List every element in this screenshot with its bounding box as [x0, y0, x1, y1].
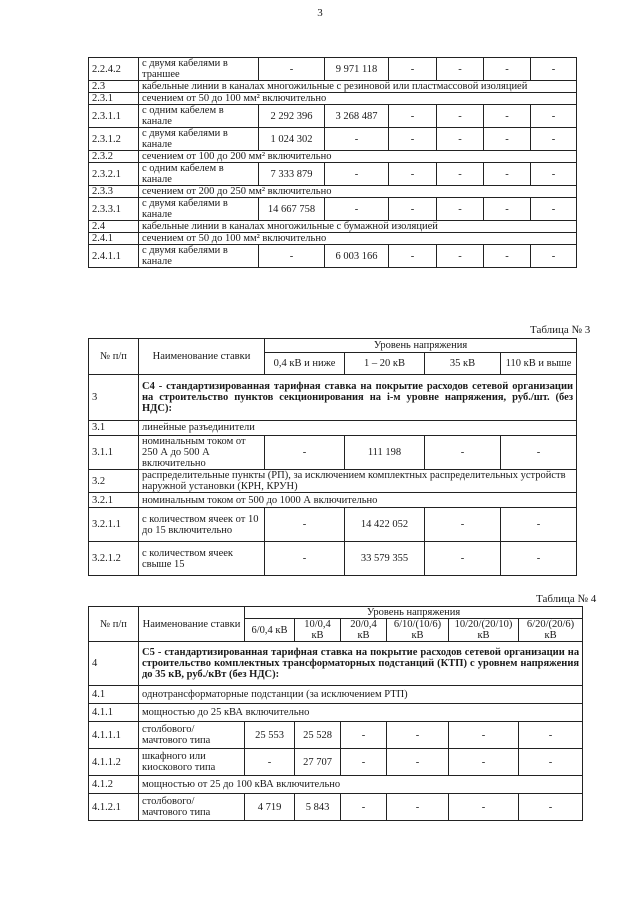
row-name: с одним кабелем в канале [139, 105, 259, 128]
value-cell: - [387, 749, 449, 776]
row-number: 2.4.1.1 [89, 245, 139, 268]
value-cell: - [341, 794, 387, 821]
row-name: столбового/ мачтового типа [139, 794, 245, 821]
row-number: 2.3.1.1 [89, 105, 139, 128]
row-number: 2.3.2.1 [89, 163, 139, 186]
row-number: 3.1 [89, 421, 139, 436]
value-cell: 4 719 [245, 794, 295, 821]
row-name: с двумя кабелями в траншее [139, 58, 259, 81]
table-row [89, 722, 583, 749]
value-cell: 7 333 879 [259, 163, 325, 186]
value-cell: - [387, 722, 449, 749]
row-name: с двумя кабелями в канале [139, 128, 259, 151]
row-number: 4 [89, 642, 139, 686]
header-num: № п/п [89, 607, 139, 642]
value-cell: - [425, 436, 501, 470]
value-cell: - [484, 163, 531, 186]
value-cell: - [341, 722, 387, 749]
value-cell: 6 003 166 [325, 245, 389, 268]
section-heading: мощностью до 25 кВА включительно [139, 704, 583, 722]
value-cell: - [389, 245, 437, 268]
row-number: 3.2 [89, 470, 139, 493]
voltage-level-header: 0,4 кВ и ниже [265, 353, 345, 375]
table-row [89, 221, 577, 233]
value-cell: - [425, 508, 501, 542]
header-num: № п/п [89, 339, 139, 375]
row-number: 4.1.2 [89, 776, 139, 794]
row-number: 2.3 [89, 81, 139, 93]
voltage-level-header: 20/0,4 кВ [341, 619, 387, 642]
value-cell: - [531, 105, 577, 128]
table-row [89, 749, 583, 776]
value-cell: - [501, 542, 577, 576]
value-cell: - [325, 128, 389, 151]
section-heading: кабельные линии в каналах многожильные с бумажной изоляцией [139, 221, 577, 233]
value-cell: - [484, 128, 531, 151]
row-number: 3.1.1 [89, 436, 139, 470]
value-cell: - [437, 105, 484, 128]
value-cell: - [389, 163, 437, 186]
voltage-level-header: 1 – 20 кВ [345, 353, 425, 375]
header-voltage: Уровень напряжения [265, 339, 577, 353]
table-4 [88, 606, 583, 821]
value-cell: - [449, 794, 519, 821]
table-3 [88, 338, 577, 576]
value-cell: - [449, 749, 519, 776]
voltage-level-header: 6/10/(10/6) кВ [387, 619, 449, 642]
value-cell: - [265, 436, 345, 470]
value-cell: - [437, 58, 484, 81]
row-number: 4.1.1.1 [89, 722, 139, 749]
value-cell: 3 268 487 [325, 105, 389, 128]
rate-title: С5 - стандартизированная тарифная ставка на покрытие расходов сетевой организации на строительство комплектных трансформаторных подстанций (КТП) с уровнем напряжения до 35 кВ, руб./кВт (без НДС): [139, 642, 583, 686]
section-heading: сечением от 50 до 100 мм² включительно [139, 93, 577, 105]
voltage-level-header: 110 кВ и выше [501, 353, 577, 375]
value-cell: - [389, 105, 437, 128]
value-cell: - [501, 436, 577, 470]
section-heading: мощностью от 25 до 100 кВА включительно [139, 776, 583, 794]
header-name: Наименование ставки [139, 607, 245, 642]
row-name: с количеством ячеек свыше 15 [139, 542, 265, 576]
row-name: с двумя кабелями в канале [139, 198, 259, 221]
rate-title: С4 - стандартизированная тарифная ставка на покрытие расходов сетевой организации на строительство пунктов секционирования на i-м уровне напряжения, руб./шт. (без НДС): [139, 375, 577, 421]
row-number: 3.2.1.1 [89, 508, 139, 542]
value-cell: - [387, 794, 449, 821]
table-row [89, 642, 583, 686]
row-number: 2.4 [89, 221, 139, 233]
value-cell: 27 707 [295, 749, 341, 776]
value-cell: - [265, 508, 345, 542]
value-cell: 14 422 052 [345, 508, 425, 542]
table-row [89, 776, 583, 794]
value-cell: - [325, 163, 389, 186]
table-row [89, 704, 583, 722]
value-cell: - [531, 128, 577, 151]
section-heading: кабельные линии в каналах многожильные с резиновой или пластмассовой изоляцией [139, 81, 577, 93]
section-heading: сечением от 50 до 100 мм² включительно [139, 233, 577, 245]
value-cell: - [531, 245, 577, 268]
row-number: 2.2.4.2 [89, 58, 139, 81]
value-cell: - [437, 128, 484, 151]
value-cell: 25 553 [245, 722, 295, 749]
row-number: 2.3.1 [89, 93, 139, 105]
voltage-level-header: 10/0,4 кВ [295, 619, 341, 642]
row-number: 2.3.2 [89, 151, 139, 163]
section-heading: номинальным током от 500 до 1000 А включительно [139, 493, 577, 508]
row-name: шкафного или киоскового типа [139, 749, 245, 776]
row-number: 2.3.3 [89, 186, 139, 198]
row-number: 3.2.1 [89, 493, 139, 508]
table-row [89, 542, 577, 576]
value-cell: - [531, 198, 577, 221]
value-cell: - [531, 58, 577, 81]
row-name: с одним кабелем в канале [139, 163, 259, 186]
table-row [89, 375, 577, 421]
section-heading: сечением от 200 до 250 мм² включительно [139, 186, 577, 198]
voltage-level-header: 35 кВ [425, 353, 501, 375]
value-cell: 25 528 [295, 722, 341, 749]
row-number: 3 [89, 375, 139, 421]
table-2-continuation [88, 57, 577, 268]
row-number: 4.1.2.1 [89, 794, 139, 821]
table-row [89, 151, 577, 163]
value-cell: - [437, 198, 484, 221]
value-cell: - [389, 198, 437, 221]
value-cell: - [245, 749, 295, 776]
header-name: Наименование ставки [139, 339, 265, 375]
table-row [89, 245, 577, 268]
value-cell: - [259, 245, 325, 268]
value-cell: - [265, 542, 345, 576]
row-number: 4.1.1 [89, 704, 139, 722]
page-number: 3 [317, 7, 323, 19]
value-cell: - [484, 105, 531, 128]
table-row [89, 233, 577, 245]
table-row [89, 470, 577, 493]
table-row [89, 794, 583, 821]
value-cell: 14 667 758 [259, 198, 325, 221]
table-row [89, 128, 577, 151]
value-cell: - [484, 245, 531, 268]
value-cell: 1 024 302 [259, 128, 325, 151]
value-cell: 5 843 [295, 794, 341, 821]
table-row [89, 81, 577, 93]
value-cell: 2 292 396 [259, 105, 325, 128]
value-cell: 9 971 118 [325, 58, 389, 81]
table-3-caption: Таблица № 3 [530, 324, 591, 336]
value-cell: - [437, 163, 484, 186]
row-number: 4.1.1.2 [89, 749, 139, 776]
table-row [89, 105, 577, 128]
table-row [89, 93, 577, 105]
table-row [89, 508, 577, 542]
section-heading: однотрансформаторные подстанции (за исключением РТП) [139, 686, 583, 704]
value-cell: - [531, 163, 577, 186]
row-number: 2.3.3.1 [89, 198, 139, 221]
value-cell: - [501, 508, 577, 542]
value-cell: - [519, 722, 583, 749]
value-cell: - [484, 198, 531, 221]
value-cell: - [389, 128, 437, 151]
value-cell: - [389, 58, 437, 81]
table-row [89, 436, 577, 470]
table-4-caption: Таблица № 4 [536, 593, 597, 605]
table-row [89, 421, 577, 436]
row-name: номинальным током от 250 А до 500 А включительно [139, 436, 265, 470]
value-cell: - [259, 58, 325, 81]
section-heading: линейные разъединители [139, 421, 577, 436]
table-row [89, 186, 577, 198]
table-row [89, 163, 577, 186]
row-number: 4.1 [89, 686, 139, 704]
row-name: с двумя кабелями в канале [139, 245, 259, 268]
table-row [89, 686, 583, 704]
row-name: с количеством ячеек от 10 до 15 включительно [139, 508, 265, 542]
value-cell: - [341, 749, 387, 776]
section-heading: сечением от 100 до 200 мм² включительно [139, 151, 577, 163]
value-cell: - [425, 542, 501, 576]
value-cell: - [519, 749, 583, 776]
row-name: столбового/ мачтового типа [139, 722, 245, 749]
value-cell: 33 579 355 [345, 542, 425, 576]
value-cell: - [484, 58, 531, 81]
row-number: 2.4.1 [89, 233, 139, 245]
row-number: 3.2.1.2 [89, 542, 139, 576]
voltage-level-header: 6/20/(20/6) кВ [519, 619, 583, 642]
voltage-level-header: 6/0,4 кВ [245, 619, 295, 642]
row-number: 2.3.1.2 [89, 128, 139, 151]
voltage-level-header: 10/20/(20/10) кВ [449, 619, 519, 642]
header-voltage: Уровень напряжения [245, 607, 583, 619]
value-cell: - [437, 245, 484, 268]
table-row [89, 198, 577, 221]
value-cell: - [449, 722, 519, 749]
table-row [89, 493, 577, 508]
value-cell: - [519, 794, 583, 821]
section-heading: распределительные пункты (РП), за исключением комплектных распределительных устройств наружной установки (КРН, КРУН) [139, 470, 577, 493]
table-row [89, 58, 577, 81]
value-cell: 111 198 [345, 436, 425, 470]
value-cell: - [325, 198, 389, 221]
